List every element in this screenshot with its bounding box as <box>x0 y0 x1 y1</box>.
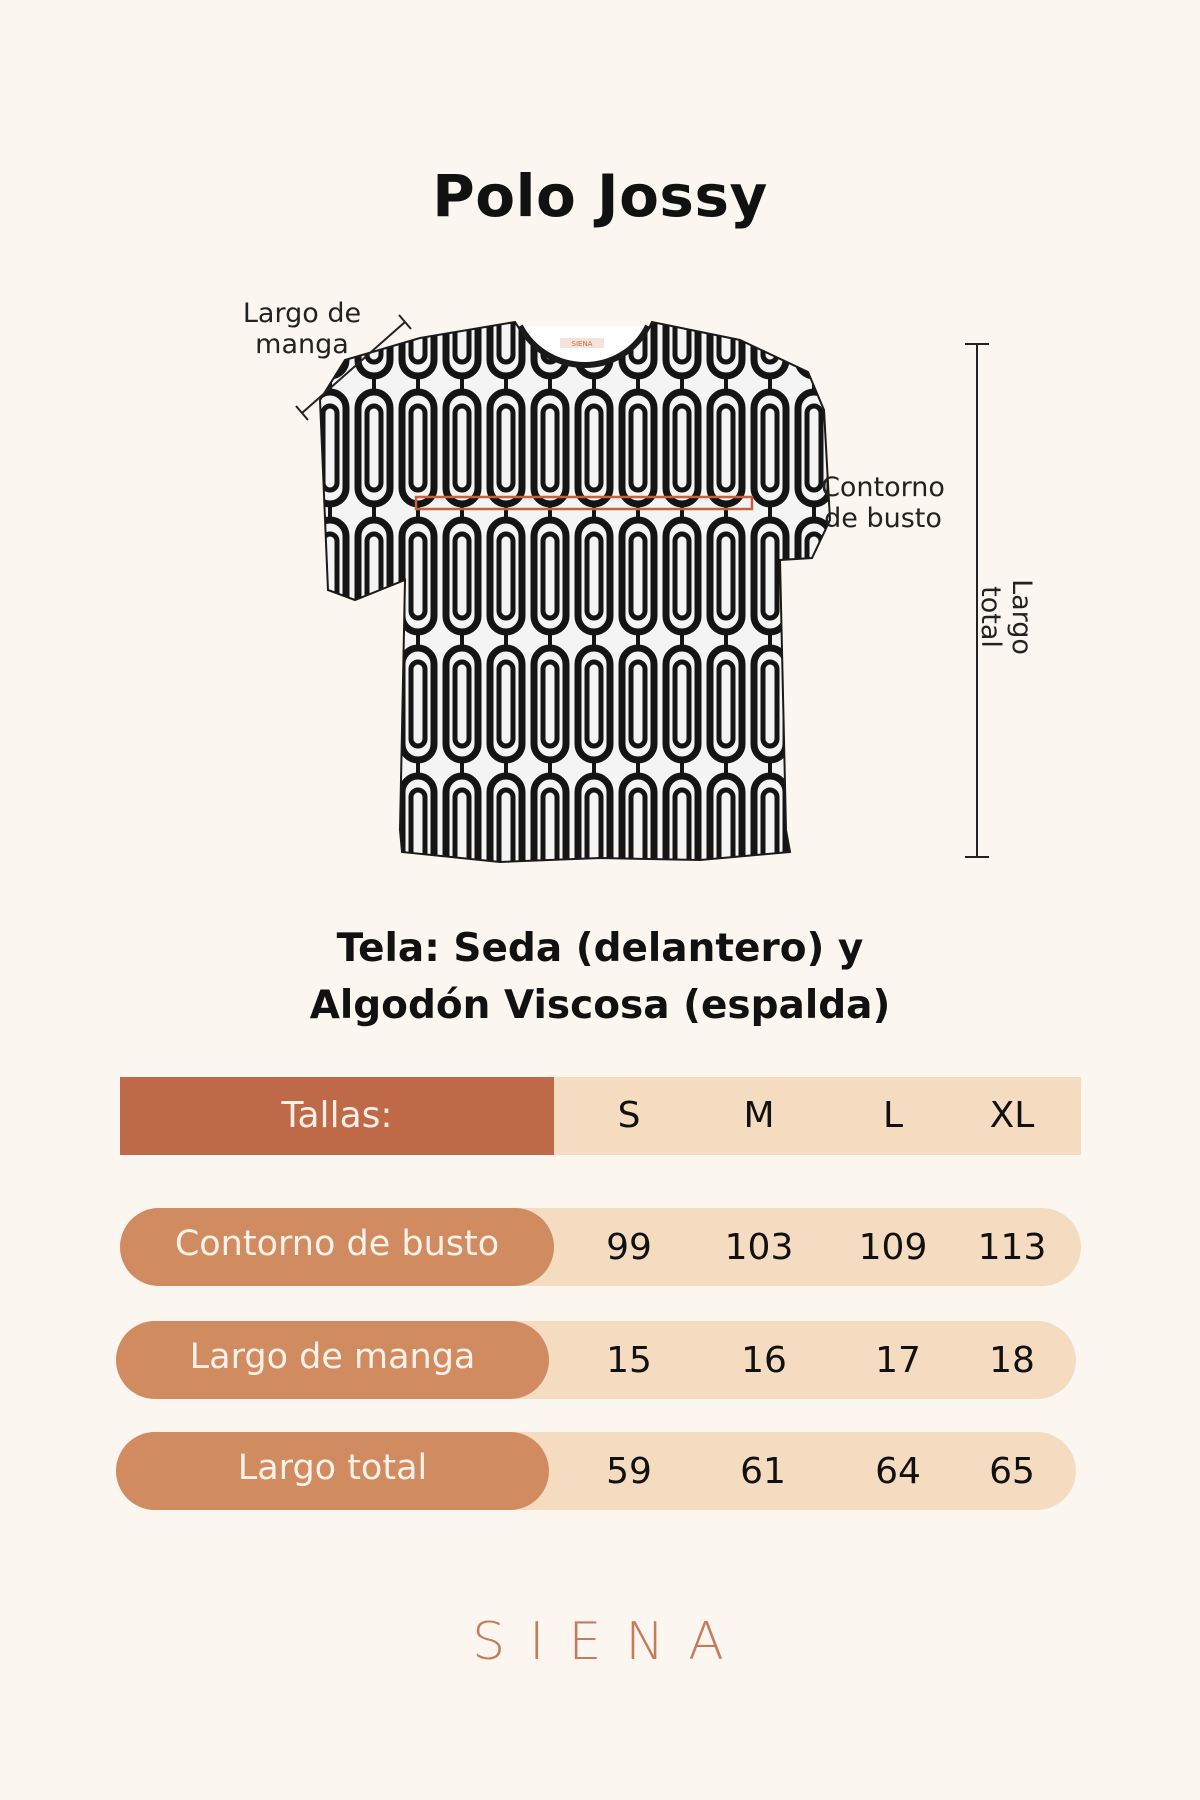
total-value-l: 64 <box>875 1451 921 1492</box>
page-title: Polo Jossy <box>432 162 768 230</box>
row-label-total: Largo total <box>116 1432 549 1510</box>
sleeve-value-m: 16 <box>741 1340 787 1381</box>
size-xl: XL <box>989 1095 1035 1136</box>
sleeve-value-xl: 18 <box>989 1340 1035 1381</box>
total-value-s: 59 <box>606 1451 652 1492</box>
sleeve-label-line1: Largo de <box>242 298 362 329</box>
brand-logo: SIENA <box>472 1612 748 1672</box>
fabric-description <box>0 920 1200 1034</box>
fabric-line-2: Algodón Viscosa (espalda) <box>309 983 891 1028</box>
total-value-m: 61 <box>740 1451 786 1492</box>
row-label-sleeve: Largo de manga <box>116 1321 549 1399</box>
total-value-xl: 65 <box>989 1451 1035 1492</box>
size-s: S <box>617 1095 641 1136</box>
table-row-sleeve <box>116 1321 1076 1399</box>
size-l: L <box>882 1095 904 1136</box>
bust-value-m: 103 <box>724 1227 794 1268</box>
size-m: M <box>743 1095 775 1136</box>
bust-label-line2: de busto <box>824 503 942 534</box>
fabric-line-1: Tela: Seda (delantero) y <box>336 926 864 971</box>
size-header-row <box>120 1077 1081 1155</box>
sleeve-value-s: 15 <box>606 1340 652 1381</box>
sleeve-value-l: 17 <box>875 1340 921 1381</box>
bust-label-line1: Contorno <box>821 472 945 503</box>
table-row-bust <box>120 1208 1081 1286</box>
bust-value-s: 99 <box>606 1227 652 1268</box>
table-row-total <box>116 1432 1076 1510</box>
bust-value-xl: 113 <box>977 1227 1047 1268</box>
shirt-body <box>300 300 860 880</box>
sleeve-length-label <box>232 298 372 360</box>
sizes-header-label: Tallas: <box>120 1077 554 1155</box>
bust-value-l: 109 <box>858 1227 928 1268</box>
row-label-bust: Contorno de busto <box>120 1208 554 1286</box>
shirt-tag-text: SIENA <box>571 340 593 348</box>
bust-label <box>808 472 958 534</box>
total-length-label: Largo total <box>975 579 1037 655</box>
sleeve-label-line2: manga <box>255 329 349 360</box>
